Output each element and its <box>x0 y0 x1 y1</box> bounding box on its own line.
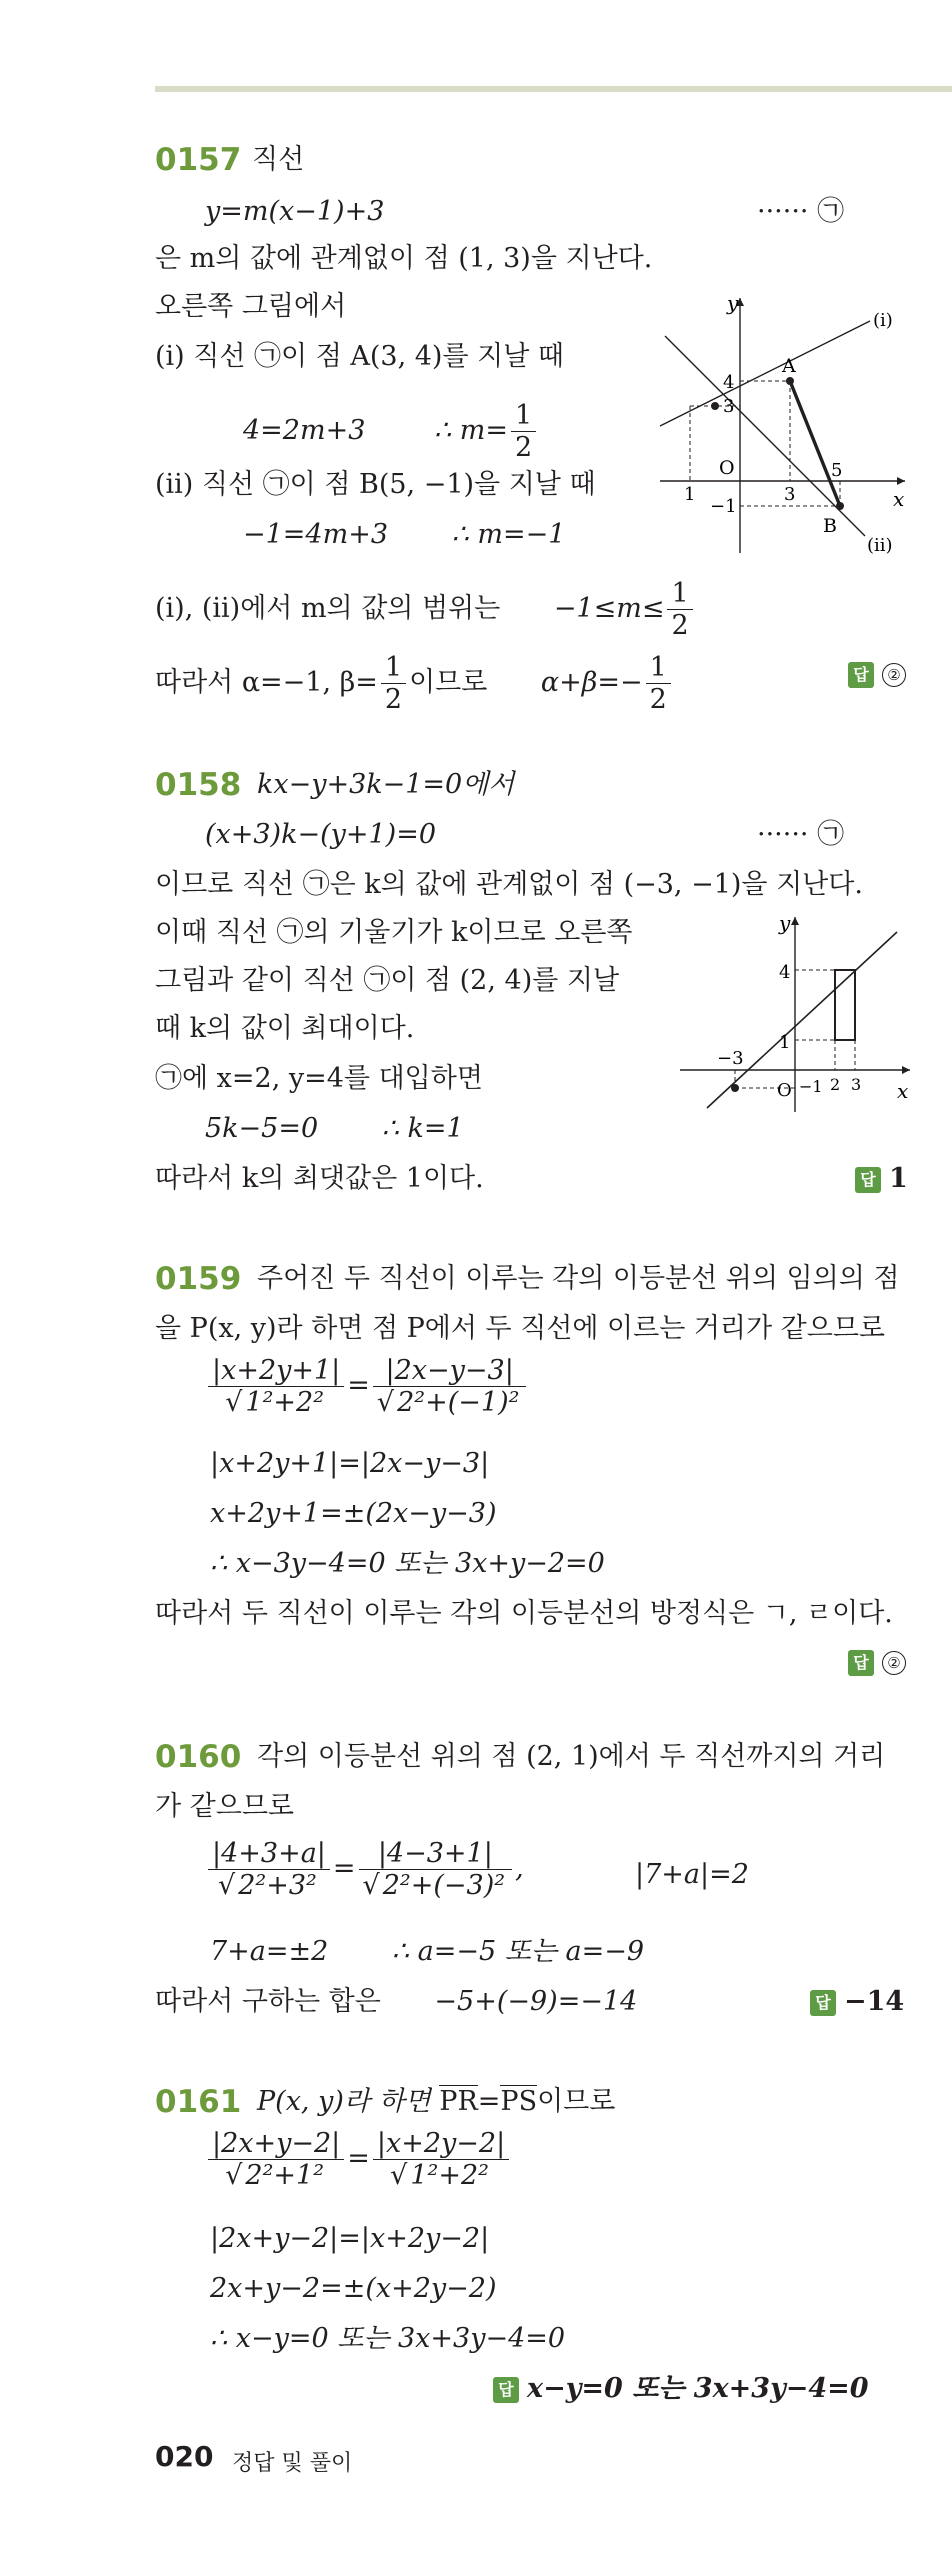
p161-frac-right <box>373 2128 509 2191</box>
p158-line1: kx−y+3k−1=0에서 <box>257 769 515 800</box>
point-fixed <box>711 402 719 410</box>
p161-line1c: = <box>477 2086 501 2117</box>
p159-line1: 주어진 두 직선이 이루는 각의 이등분선 위의 임의의 점 <box>257 1263 900 1294</box>
p157-line1: 직선 <box>252 144 305 175</box>
x-axis-label: x <box>893 487 905 511</box>
answer-badge: 답 <box>855 1167 881 1193</box>
problem-number-0157: 0157 <box>155 142 242 178</box>
p158-line3: 이므로 직선 ㉠은 k의 값에 관계없이 점 (−3, −1)을 지난다. <box>155 869 863 900</box>
p161-answer-value: x−y=0 또는 3x+3y−4=0 <box>527 2373 869 2404</box>
tick-x3: 3 <box>784 484 796 505</box>
p158-line4: 이때 직선 ㉠의 기울기가 k이므로 오른쪽 <box>155 917 633 948</box>
tick-1: 1 <box>779 1032 791 1053</box>
origin-label: O <box>777 1080 792 1101</box>
p157-line8 <box>243 518 565 552</box>
p157-frac9-num: 1 <box>667 578 692 610</box>
p160-eq4b: ∴ a=−5 또는 a=−9 <box>391 1936 645 1967</box>
p159-frac-right-den-val: 2²+(−1)² <box>394 1386 522 1418</box>
p157-line3: 은 m의 값에 관계없이 점 (1, 3)을 지난다. <box>155 243 653 274</box>
p161-line3: |2x+y−2|=|x+2y−2| <box>210 2223 490 2254</box>
problem-number-0161: 0161 <box>155 2084 242 2120</box>
p157-frac10c-den: 2 <box>649 684 667 716</box>
answer-badge: 답 <box>848 1650 874 1676</box>
p157-line9a: (i), (ii)에서 m의 값의 범위는 <box>155 593 501 625</box>
p160-frac-right-den: √ 2²+(−3)² <box>359 1870 513 1901</box>
problem-number-0159: 0159 <box>155 1261 242 1297</box>
answer-badge: 답 <box>810 1990 836 2016</box>
p157-eq8a: −1=4m+3 <box>243 519 389 550</box>
p159-frac-left-num: |x+2y+1| <box>208 1355 344 1387</box>
y-axis-label: y <box>779 912 791 935</box>
p160-line5b: −5+(−9)=−14 <box>434 1986 638 2017</box>
tick-xm3: −3 <box>717 1048 744 1069</box>
segment-ab <box>790 381 843 506</box>
tick-ym1: −1 <box>710 496 737 517</box>
p159-answer <box>848 1645 906 1679</box>
p161-line4: 2x+y−2=±(x+2y−2) <box>210 2273 497 2304</box>
p161-frac-left-num: |2x+y−2| <box>208 2128 344 2160</box>
p159-frac-left-den-val: 1²+2² <box>242 1386 327 1418</box>
p157-frac6-num: 1 <box>511 400 536 432</box>
p158-line5: 그림과 같이 직선 ㉠이 점 (2, 4)를 지날 <box>155 965 620 996</box>
p159-line6: ∴ x−3y−4=0 또는 3x+y−2=0 <box>210 1548 605 1579</box>
p161-frac-right-den: √ 1²+2² <box>373 2160 509 2191</box>
p158-line6: 때 k의 값이 최대이다. <box>155 1013 415 1044</box>
p161-line1a: P(x, y)라 하면 <box>257 2086 440 2117</box>
p160-frac-left <box>208 1838 330 1901</box>
p161-answer <box>493 2372 869 2406</box>
page-number: 020 <box>155 2440 214 2473</box>
p157-eq-tag: ······ ㉠ <box>757 196 845 227</box>
tick-x1: 1 <box>684 484 696 505</box>
p159-line2: 을 P(x, y)라 하면 점 P에서 두 직선에 이르는 거리가 같으므로 <box>155 1313 886 1344</box>
point-a-label: A <box>782 355 796 377</box>
p157-line9b: −1≤m≤ <box>553 593 665 625</box>
p157-answer-value: ② <box>882 663 906 687</box>
p161-frac-left-den: √ 2²+1² <box>208 2160 344 2191</box>
p160-frac-left-num: |4+3+a| <box>208 1838 330 1870</box>
p160-line5a: 따라서 구하는 합은 <box>155 1986 381 2017</box>
p159-frac-right-num: |2x−y−3| <box>373 1355 527 1387</box>
p160-line1: 각의 이등분선 위의 점 (2, 1)에서 두 직선까지의 거리 <box>257 1741 886 1772</box>
p158-eq-tag: ······ ㉠ <box>757 819 845 850</box>
p160-eq4a: 7+a=±2 <box>210 1936 329 1967</box>
p160-frac-right <box>359 1838 513 1901</box>
p157-equation: y=m(x−1)+3 <box>205 196 385 227</box>
p157-eq6b: ∴ m= <box>433 415 508 447</box>
problem-number-0160: 0160 <box>155 1739 242 1775</box>
origin-label: O <box>719 457 735 479</box>
x-axis-arrow <box>897 477 905 485</box>
p157-line5: (i) 직선 ㉠이 점 A(3, 4)를 지날 때 <box>155 341 564 372</box>
p157-frac10-num: 1 <box>381 652 406 684</box>
p158-eq8a: 5k−5=0 <box>205 1113 319 1144</box>
line-ii-label: (ii) <box>867 535 893 556</box>
p160-answer-value: −14 <box>844 1986 905 2017</box>
p159-frac-right <box>373 1355 527 1418</box>
p161-frac-left-den-val: 2²+1² <box>242 2159 327 2191</box>
p158-eq8b: ∴ k=1 <box>381 1113 464 1144</box>
p157-line10a: 따라서 α=−1, β= <box>155 667 378 699</box>
p159-line7: 따라서 두 직선이 이루는 각의 이등분선의 방정식은 ㄱ, ㄹ이다. <box>155 1598 893 1629</box>
p160-answer <box>810 1985 904 2019</box>
p158-answer <box>855 1162 908 1196</box>
answer-badge: 답 <box>493 2377 519 2403</box>
point-b <box>836 502 844 510</box>
x-axis-label: x <box>897 1079 909 1103</box>
p157-eq6a: 4=2m+3 <box>243 415 366 447</box>
p157-eq8b: ∴ m=−1 <box>451 519 566 550</box>
p161-frac-right-num: |x+2y−2| <box>373 2128 509 2160</box>
p159-line4: |x+2y+1|=|2x−y−3| <box>210 1448 490 1479</box>
p158-line9: 따라서 k의 최댓값은 1이다. <box>155 1163 484 1194</box>
p159-fraction-eq: $\frac{|x+2y+1|}{\text{√ 1²+2²}}$ = $\frac{|2x-y-3|}{\text{√ 2²+(−1)²}}$ <box>205 1355 529 1418</box>
point-fixed <box>731 1084 739 1092</box>
tick-x3: 3 <box>851 1075 862 1094</box>
y-axis-arrow <box>791 917 799 925</box>
p157-frac6 <box>511 400 536 463</box>
tick-3: 3 <box>723 396 735 417</box>
p157-frac10 <box>381 652 406 715</box>
p158-graph <box>675 912 920 1117</box>
y-axis-label: y <box>727 291 739 315</box>
p159-line5: x+2y+1=±(2x−y−3) <box>210 1498 497 1529</box>
p157-frac10c <box>646 652 671 715</box>
p158-line7: ㉠에 x=2, y=4를 대입하면 <box>155 1063 483 1094</box>
p160-line5 <box>155 1985 637 2019</box>
p158-equation: (x+3)k−(y+1)=0 <box>205 819 437 850</box>
p157-graph <box>655 288 915 560</box>
p159-frac-left <box>208 1355 344 1418</box>
p157-line10b: 이므로 <box>409 667 488 699</box>
x-axis-arrow <box>902 1066 910 1074</box>
p157-line10 <box>155 652 674 715</box>
p157-line10c: α+β=− <box>540 667 643 699</box>
p160-frac-right-den-val: 2²+(−3)² <box>380 1869 508 1901</box>
top-divider <box>155 86 952 92</box>
p157-frac9-den: 2 <box>671 610 689 642</box>
tick-4: 4 <box>779 962 791 983</box>
p158-line8 <box>205 1112 464 1146</box>
point-a <box>786 377 794 385</box>
p161-segment-pr: PR <box>439 2086 478 2117</box>
p160-frac-left-den-val: 2²+3² <box>235 1869 320 1901</box>
p157-line4: 오른쪽 그림에서 <box>155 291 347 322</box>
p158-answer-value: 1 <box>889 1163 908 1194</box>
p157-answer <box>848 657 906 691</box>
p160-frac-right-num: |4−3+1| <box>359 1838 513 1870</box>
p157-line7: (ii) 직선 ㉠이 점 B(5, −1)을 지날 때 <box>155 469 596 500</box>
p160-line4 <box>210 1935 644 1969</box>
p159-answer-value: ② <box>882 1651 906 1675</box>
tick-x2: 2 <box>830 1075 841 1094</box>
p160-line2: 가 같으므로 <box>155 1791 294 1822</box>
p157-frac10c-num: 1 <box>646 652 671 684</box>
p157-frac9 <box>667 578 692 641</box>
p157-line6 <box>243 400 539 463</box>
tick-4: 4 <box>723 372 735 393</box>
tick-x5: 5 <box>831 460 843 481</box>
p160-fraction-eq: $\frac{|4+3+a|}{\text{√ 2²+3²}}$ = $\frac{|4-3+1|}{\text{√ 2²+(−3)²}}$ , <box>205 1838 524 1901</box>
page-footer-title: 정답 및 풀이 <box>232 2451 353 2476</box>
line-i <box>660 321 870 426</box>
tick-ym1: −1 <box>799 1077 823 1096</box>
p161-frac-right-den-val: 1²+2² <box>407 2159 492 2191</box>
p157-frac10-den: 2 <box>384 684 403 716</box>
point-b-label: B <box>823 515 837 537</box>
problem-number-0158: 0158 <box>155 767 242 803</box>
p160-frac-left-den: √ 2²+3² <box>208 1870 330 1901</box>
p161-line5: ∴ x−y=0 또는 3x+3y−4=0 <box>210 2323 566 2354</box>
p161-frac-left <box>208 2128 344 2191</box>
p161-fraction-eq: $\frac{|2x+y-2|}{\text{√ 2²+1²}}$ = $\frac{|x+2y-2|}{\text{√ 1²+2²}}$ <box>205 2128 512 2191</box>
p161-line1e: 이므로 <box>537 2086 616 2117</box>
p157-line9 <box>155 578 696 641</box>
p159-frac-left-den: √ 1²+2² <box>208 1387 344 1418</box>
p160-abs-eq: |7+a|=2 <box>635 1859 749 1890</box>
p161-line1 <box>257 2085 615 2119</box>
p157-frac6-den: 2 <box>514 432 533 464</box>
p159-frac-right-den: √ 2²+(−1)² <box>373 1387 527 1418</box>
p161-segment-ps: PS <box>500 2086 538 2117</box>
answer-badge: 답 <box>848 662 874 688</box>
line-i-label: (i) <box>873 310 893 331</box>
